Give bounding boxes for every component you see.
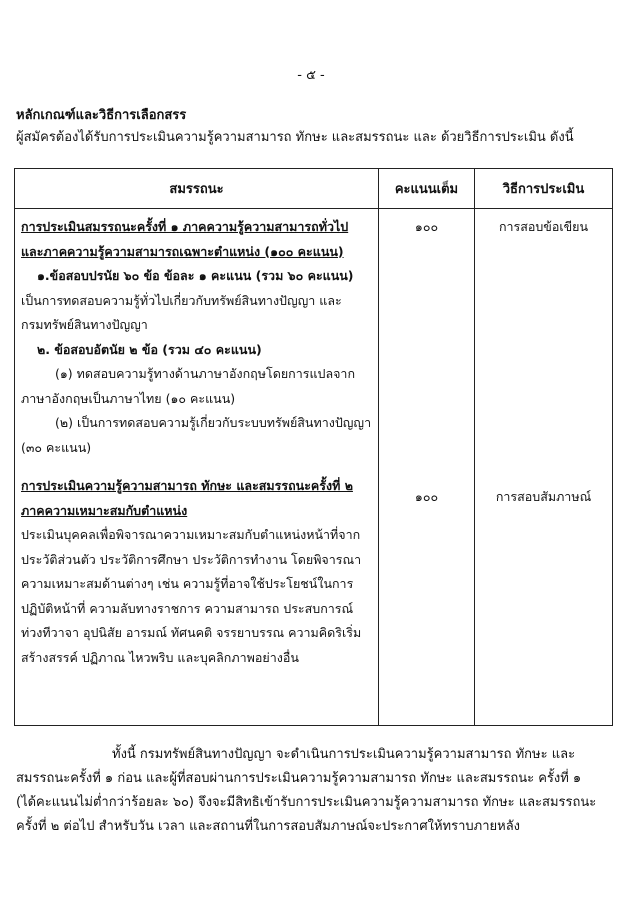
row1-item2-sub2b: (๓๐ คะแนน): [21, 439, 92, 455]
page-number: - ๕ -: [297, 68, 325, 83]
row1-item2-title: ๒. ข้อสอบอัตนัย ๒ ข้อ (รวม ๔๐ คะแนน): [37, 341, 262, 357]
row1-title-line1: การประเมินสมรรถนะครั้งที่ ๑ ภาคความรู้ความสามารถทั่วไป: [21, 219, 349, 234]
section-heading: หลักเกณฑ์และวิธีการเลือกสรร: [16, 108, 187, 123]
row2-desc-line: ปฏิบัติหน้าที่ ความลับทางราชการ ความสามารถ ประสบการณ์: [21, 600, 354, 616]
footer-line: ครั้งที่ ๒ ต่อไป สำหรับวัน เวลา และสถานที่ในการสอบสัมภาษณ์จะประกาศให้ทราบภายหลัง: [16, 819, 521, 834]
row1-item2-sub1a: (๑) ทดสอบความรู้ทางด้านภาษาอังกฤษโดยการแปลจาก: [55, 366, 356, 381]
table-row: [15, 209, 613, 726]
footer-line: (ได้คะแนนไม่ต่ำกว่าร้อยละ ๖๐) จึงจะมีสิทธิเข้ารับการประเมินความรู้ความสามารถ ทักษะ และสมรรถนะ: [16, 795, 597, 810]
row2-title-line1: การประเมินความรู้ความสามารถ ทักษะ และสมรรถนะครั้งที่ ๒: [21, 478, 353, 493]
row1-item2-sub1b: ภาษาอังกฤษเป็นภาษาไทย (๑๐ คะแนน): [21, 390, 236, 406]
header-method: วิธีการประเมิน: [475, 169, 613, 209]
footer-line: ทั้งนี้ กรมทรัพย์สินทางปัญญา จะดำเนินการประเมินความรู้ความสามารถ ทักษะ และ: [112, 747, 576, 762]
row2-desc-line: ท่วงทีวาจา อุปนิสัย อารมณ์ ทัศนคติ จรรยาบรรณ ความคิดริเริ่ม: [21, 625, 362, 640]
row2-desc-line: ความเหมาะสมด้านต่างๆ เช่น ความรู้ที่อาจใช้ประโยชน์ในการ: [21, 576, 354, 591]
row1-item1-desc2: กรมทรัพย์สินทางปัญญา: [21, 317, 148, 332]
row2-method: การสอบสัมภาษณ์: [495, 488, 592, 504]
footer-line: สมรรถนะครั้งที่ ๑ ก่อน และผู้ที่สอบผ่านการประเมินความรู้ความสามารถ ทักษะ และสมรรถนะ ครั้งที่ ๑: [16, 771, 582, 786]
header-competency: สมรรถนะ: [15, 169, 379, 209]
row1-method: การสอบข้อเขียน: [498, 219, 589, 234]
row1-item2-sub2a: (๒) เป็นการทดสอบความรู้เกี่ยวกับระบบทรัพย์สินทางปัญญา: [55, 415, 372, 430]
row2-desc-line: ประเมินบุคคลเพื่อพิจารณาความเหมาะสมกับตำแหน่งหน้าที่จาก: [21, 527, 361, 542]
row1-content: [15, 209, 379, 726]
methods-cell: [475, 209, 613, 726]
row2-title-line2: ภาคความเหมาะสมกับตำแหน่ง: [21, 502, 188, 518]
row1-item1-title: ๑.ข้อสอบปรนัย ๖๐ ข้อ ข้อละ ๑ คะแนน (รวม ๖๐ คะแนน): [37, 268, 354, 283]
row1-item1-desc1: เป็นการทดสอบความรู้ทั่วไปเกี่ยวกับทรัพย์สินทางปัญญา และ: [21, 292, 342, 308]
footer-paragraph: [16, 743, 616, 839]
table-header-row: [15, 169, 613, 209]
intro-text: ผู้สมัครต้องได้รับการประเมินความรู้ความสามารถ ทักษะ และสมรรถนะ และ ด้วยวิธีการประเมิน ดังนี้: [16, 130, 574, 145]
scores-cell: [379, 209, 475, 726]
row1-title-line2: และภาคความรู้ความสามารถเฉพาะตำแหน่ง (๑๐๐ คะแนน): [21, 243, 344, 259]
criteria-table: [14, 168, 613, 726]
row2-score: ๑๐๐: [414, 488, 439, 504]
row2-desc-line: สร้างสรรค์ ปฏิภาณ ไหวพริบ และบุคลิกภาพอย่างอื่น: [21, 649, 299, 665]
header-full-score: คะแนนเต็ม: [379, 169, 475, 209]
row1-score: ๑๐๐: [414, 219, 439, 234]
row2-desc-line: ประวัติส่วนตัว ประวัติการศึกษา ประวัติการทำงาน โดยพิจารณา: [21, 551, 362, 567]
